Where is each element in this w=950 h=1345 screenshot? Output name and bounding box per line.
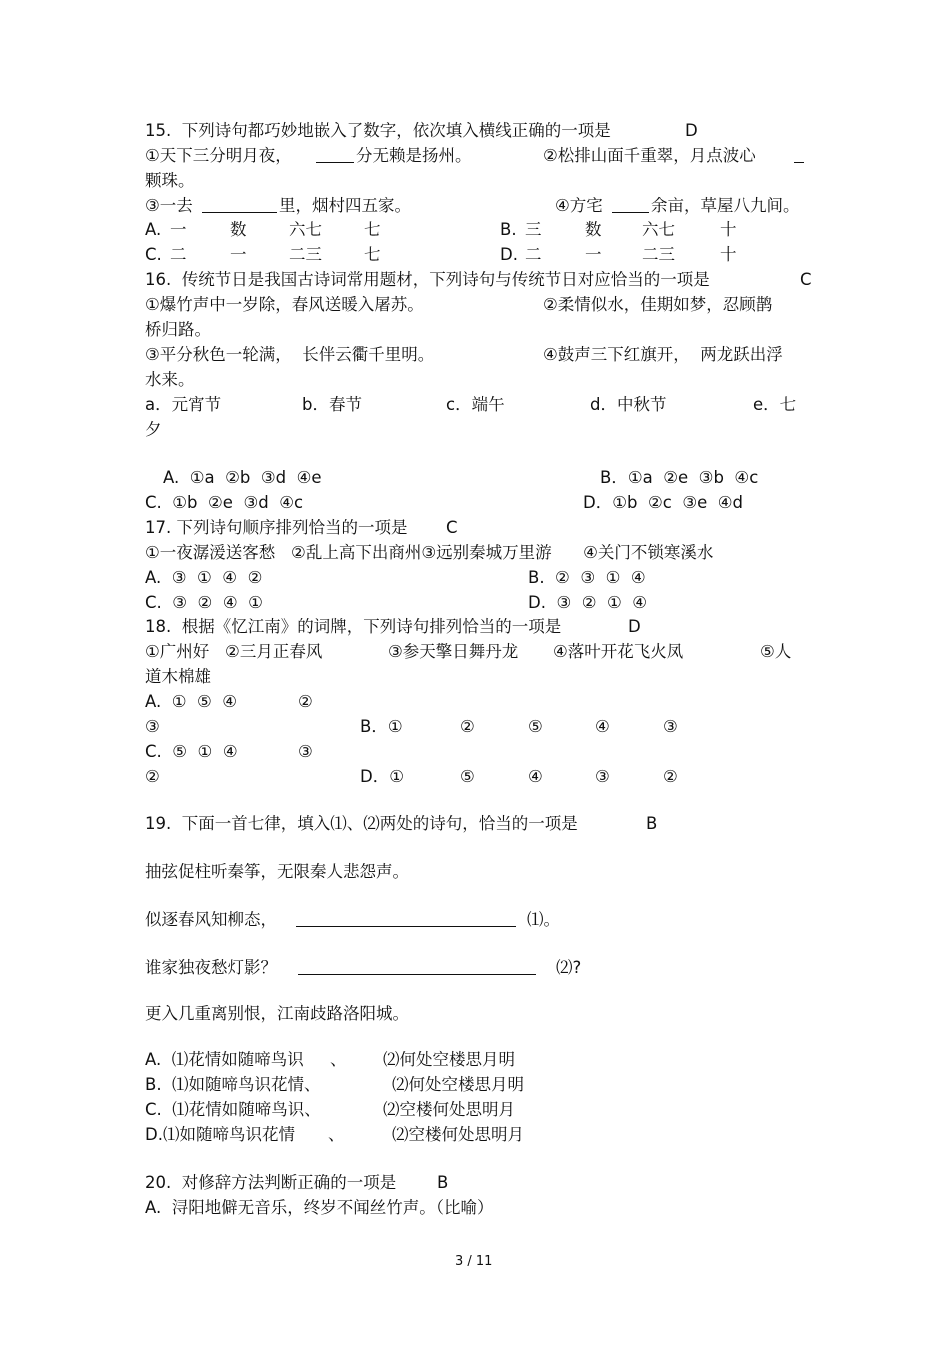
q19-blank-1 — [296, 911, 516, 927]
q15-option-b: B. — [500, 220, 517, 239]
q15-option-b-2: 数 — [585, 220, 602, 239]
q18-option-a-2: ② — [298, 692, 313, 711]
q15-option-a: A. — [145, 220, 162, 239]
q19-option-b-2: ⑵何处空楼思月明 — [392, 1075, 524, 1094]
q17-option-d: D. ③ ② ① ④ — [528, 593, 648, 612]
q18-option-b: B．① — [360, 717, 403, 736]
q18-line1-b: ③参天擎日舞丹龙 — [388, 642, 519, 661]
q20-answer: B — [437, 1173, 449, 1192]
q18-answer: D — [628, 617, 641, 636]
q19-option-c-2: ⑵空楼何处思明月 — [383, 1100, 515, 1119]
q16-festival-a: a．元宵节 — [145, 395, 222, 414]
q15-line1-c: ②松排山面千重翠，月点波心 — [543, 146, 756, 165]
q15-option-d: D. — [500, 245, 518, 264]
q19-stem: 19. 下面一首七律，填入⑴、⑵两处的诗句，恰当的一项是 — [145, 814, 578, 833]
q19-option-a-sep: 、 — [330, 1050, 347, 1069]
q15-option-c: C. — [145, 245, 162, 264]
q18-option-d-4: ③ — [595, 767, 610, 786]
q18-line2: 道木棉雄 — [145, 667, 211, 686]
q17-stem: 17. 下列诗句顺序排列恰当的一项是 — [145, 518, 408, 537]
q16-line1: ①爆竹声中一岁除，春风送暖入屠苏。 — [145, 295, 424, 314]
q16-line1-b: ②柔情似水，佳期如梦，忍顾鹊 — [543, 295, 773, 314]
q18-option-d-2: ⑤ — [460, 767, 475, 786]
q20-option-a: A. 浔阳地僻无音乐，终岁不闻丝竹声。（比喻） — [145, 1198, 494, 1217]
q18-option-d-3: ④ — [528, 767, 543, 786]
q18-line1: ①广州好 ②三月正春风 — [145, 642, 323, 661]
q15-option-a-4: 七 — [364, 220, 381, 239]
q15-blank-4 — [612, 197, 649, 213]
q15-option-b-4: 十 — [720, 220, 737, 239]
q19-blank-2 — [298, 959, 536, 975]
q15-option-a-2: 数 — [230, 220, 247, 239]
q19-option-b: B. ⑴如随啼鸟识花情、 — [145, 1075, 321, 1094]
q15-option-d-4: 十 — [720, 245, 737, 264]
q19-poem-line4: 更入几重离别恨，江南歧路洛阳城。 — [145, 1004, 409, 1023]
q16-festival-e: e．七 — [753, 395, 797, 414]
q15-option-c-3: 二三 — [289, 245, 322, 264]
page-number: 3 / 11 — [455, 1254, 493, 1269]
q18-option-c-2: ③ — [298, 742, 313, 761]
q17-option-a: A. ③ ① ④ ② — [145, 568, 263, 587]
q18-option-d: D．① — [360, 767, 404, 786]
q19-blank-2-label: ⑵? — [556, 958, 582, 977]
q15-line3-c: ④方宅 — [555, 196, 603, 215]
q18-stem: 18. 根据《忆江南》的词牌，下列诗句排列恰当的一项是 — [145, 617, 562, 636]
q18-option-a: A. ① ⑤ ④ — [145, 692, 238, 711]
q18-line1-c: ④落叶开花飞火凤 — [553, 642, 684, 661]
q17-option-b: B. ② ③ ① ④ — [528, 568, 646, 587]
q16-option-d: D．①b ②c ③e ④d — [583, 493, 744, 512]
q15-option-a-3: 六七 — [289, 220, 322, 239]
q18-option-a-3: ③ — [145, 717, 160, 736]
q16-stem: 16. 传统节日是我国古诗词常用题材，下列诗句与传统节日对应恰当的一项是 — [145, 270, 710, 289]
q19-option-d-sep: 、 — [328, 1125, 345, 1144]
q16-festival-d: d．中秋节 — [590, 395, 667, 414]
q15-option-c-4: 七 — [364, 245, 381, 264]
q15-answer: D — [685, 121, 698, 140]
q19-option-a: A. ⑴花情如随啼鸟识 — [145, 1050, 304, 1069]
q18-line1-d: ⑤人 — [760, 642, 792, 661]
q15-option-b-1: 三 — [525, 220, 542, 239]
q17-answer: C — [446, 518, 458, 537]
q16-line4: 水来。 — [145, 370, 195, 389]
q19-poem-line3: 谁家独夜愁灯影？ — [145, 958, 277, 977]
q15-blank-1 — [316, 147, 354, 163]
q15-option-d-1: 二 — [525, 245, 542, 264]
q18-option-c-3: ② — [145, 767, 160, 786]
q16-line2: 桥归路。 — [145, 320, 211, 339]
q17-option-c: C. ③ ② ④ ① — [145, 593, 263, 612]
q15-option-d-2: 一 — [585, 245, 602, 264]
q17-line1: ①一夜潺湲送客愁 ②乱上高下出商州③远别秦城万里游 ④关门不锁寒溪水 — [145, 543, 714, 562]
q20-stem: 20. 对修辞方法判断正确的一项是 — [145, 1173, 397, 1192]
q19-blank-1-label: ⑴。 — [527, 910, 560, 929]
q18-option-b-3: ⑤ — [528, 717, 543, 736]
q16-line3-b: ④鼓声三下红旗开， 两龙跃出浮 — [543, 345, 783, 364]
q15-line3: ③一去 — [145, 196, 193, 215]
q15-blank-2 — [794, 147, 804, 163]
q18-option-b-5: ③ — [663, 717, 678, 736]
q16-answer: C — [800, 270, 812, 289]
q16-option-b: B．①a ②e ③b ④c — [600, 468, 759, 487]
q19-option-d-2: ⑵空楼何处思明月 — [392, 1125, 524, 1144]
q15-option-c-2: 一 — [230, 245, 247, 264]
q15-line1: ①天下三分明月夜， — [145, 146, 292, 165]
q18-option-c: C. ⑤ ① ④ — [145, 742, 238, 761]
q15-option-d-3: 二三 — [642, 245, 675, 264]
q18-option-d-5: ② — [663, 767, 678, 786]
q19-answer: B — [646, 814, 658, 833]
q18-option-b-4: ④ — [595, 717, 610, 736]
q16-festival-e-cont: 夕 — [145, 420, 162, 439]
q15-option-b-3: 六七 — [642, 220, 675, 239]
q19-poem-line1: 抽弦促柱听秦筝，无限秦人悲怨声。 — [145, 862, 409, 881]
q16-line3: ③平分秋色一轮满， 长伴云衢千里明。 — [145, 345, 435, 364]
q15-line3-d: 余亩，草屋八九间。 — [651, 196, 800, 215]
q16-festival-c: c．端午 — [446, 395, 505, 414]
q15-stem: 15. 下列诗句都巧妙地嵌入了数字，依次填入横线正确的一项是 — [145, 121, 611, 140]
q15-blank-3 — [202, 197, 277, 213]
q15-option-a-1: 一 — [170, 220, 187, 239]
q19-option-a-2: ⑵何处空楼思月明 — [383, 1050, 515, 1069]
q19-option-d: D.⑴如随啼鸟识花情 — [145, 1125, 295, 1144]
q16-option-c: C. ①b ②e ③d ④c — [145, 493, 304, 512]
q19-option-c: C. ⑴花情如随啼鸟识、 — [145, 1100, 321, 1119]
q19-poem-line2: 似逐春风知柳态， — [145, 910, 277, 929]
q15-option-c-1: 二 — [170, 245, 187, 264]
q16-festival-b: b．春节 — [302, 395, 362, 414]
q15-line1-cont: 分无赖是扬州。 — [356, 146, 472, 165]
q15-line3-cont: 里，烟村四五家。 — [279, 196, 411, 215]
q18-option-b-2: ② — [460, 717, 475, 736]
q16-option-a: A. ①a ②b ③d ④e — [163, 468, 322, 487]
q15-line2: 颗珠。 — [145, 171, 195, 190]
